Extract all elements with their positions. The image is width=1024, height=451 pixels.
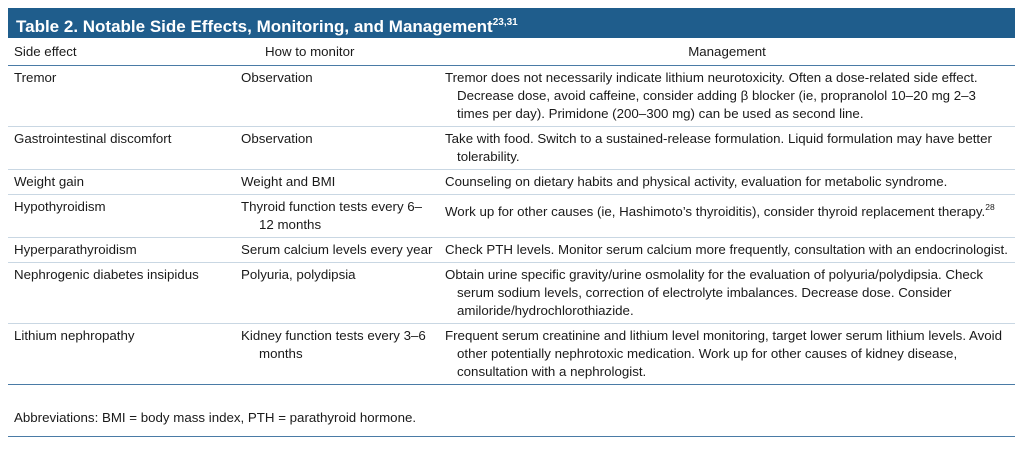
cell-management-ref: 28	[985, 202, 995, 212]
cell-management-text: Check PTH levels. Monitor serum calcium more frequently, consultation with an endocrinologist.	[445, 242, 1008, 257]
cell-monitor: Weight and BMI	[235, 170, 439, 195]
cell-side-effect: Gastrointestinal discomfort	[8, 127, 235, 170]
cell-management	[439, 127, 1015, 170]
cell-management	[439, 195, 1015, 238]
cell-monitor: Thyroid function tests every 6–12 months	[235, 195, 439, 238]
table-row	[8, 66, 1015, 127]
table-header-row	[8, 40, 1015, 66]
cell-management	[439, 66, 1015, 127]
column-header-how-to-monitor: How to monitor	[265, 44, 355, 59]
side-effects-table	[8, 40, 1015, 385]
table-title-text: Table 2. Notable Side Effects, Monitoring, and Management	[16, 17, 493, 36]
cell-side-effect: Lithium nephropathy	[8, 324, 235, 385]
table-title	[8, 8, 1015, 38]
cell-monitor: Polyuria, polydipsia	[235, 263, 439, 324]
cell-side-effect: Weight gain	[8, 170, 235, 195]
cell-monitor: Kidney function tests every 3–6 months	[235, 324, 439, 385]
cell-side-effect: Hypothyroidism	[8, 195, 235, 238]
table-title-refs: 23,31	[492, 17, 518, 28]
table-row	[8, 127, 1015, 170]
cell-management	[439, 263, 1015, 324]
cell-management	[439, 324, 1015, 385]
table-row	[8, 170, 1015, 195]
cell-side-effect: Nephrogenic diabetes insipidus	[8, 263, 235, 324]
cell-management-text: Counseling on dietary habits and physical activity, evaluation for metabolic syndrome.	[445, 174, 948, 189]
bottom-divider	[8, 436, 1015, 437]
cell-monitor: Observation	[235, 127, 439, 170]
column-header-management: Management	[688, 44, 766, 59]
table-row	[8, 263, 1015, 324]
table-footnote: Abbreviations: BMI = body mass index, PTH = parathyroid hormone.	[14, 410, 417, 425]
table-row	[8, 195, 1015, 238]
cell-management-text: Work up for other causes (ie, Hashimoto’s thyroiditis), consider thyroid replacement therapy.	[445, 204, 986, 219]
cell-monitor: Observation	[235, 66, 439, 127]
cell-side-effect: Hyperparathyroidism	[8, 238, 235, 263]
cell-monitor: Serum calcium levels every year	[235, 238, 439, 263]
cell-side-effect: Tremor	[8, 66, 235, 127]
cell-management-text: Obtain urine specific gravity/urine osmolality for the evaluation of polyuria/polydipsia. Check serum sodium levels, correction of electrolyte imbalances. Decrease dose. Consider amiloride/hydrochlorothiazide.	[445, 267, 984, 318]
cell-management	[439, 238, 1015, 263]
cell-management	[439, 170, 1015, 195]
cell-management-text: Tremor does not necessarily indicate lithium neurotoxicity. Often a dose-related side effect. Decrease dose, avoid caffeine, consider adding β blocker (ie, propranolol 10–20 mg 2–3 times per day). Primidone (200–300 mg) can be used as second line.	[445, 70, 978, 121]
table-row	[8, 238, 1015, 263]
column-header-side-effect: Side effect	[14, 44, 77, 59]
table-body	[8, 66, 1015, 385]
table-row	[8, 324, 1015, 385]
cell-management-text: Frequent serum creatinine and lithium level monitoring, target lower serum lithium levels. Avoid other potentially nephrotoxic medication. Work up for other causes of kidney disease, consultation with a nephrologist.	[445, 328, 1003, 379]
cell-management-text: Take with food. Switch to a sustained-release formulation. Liquid formulation may have better tolerability.	[445, 131, 992, 164]
